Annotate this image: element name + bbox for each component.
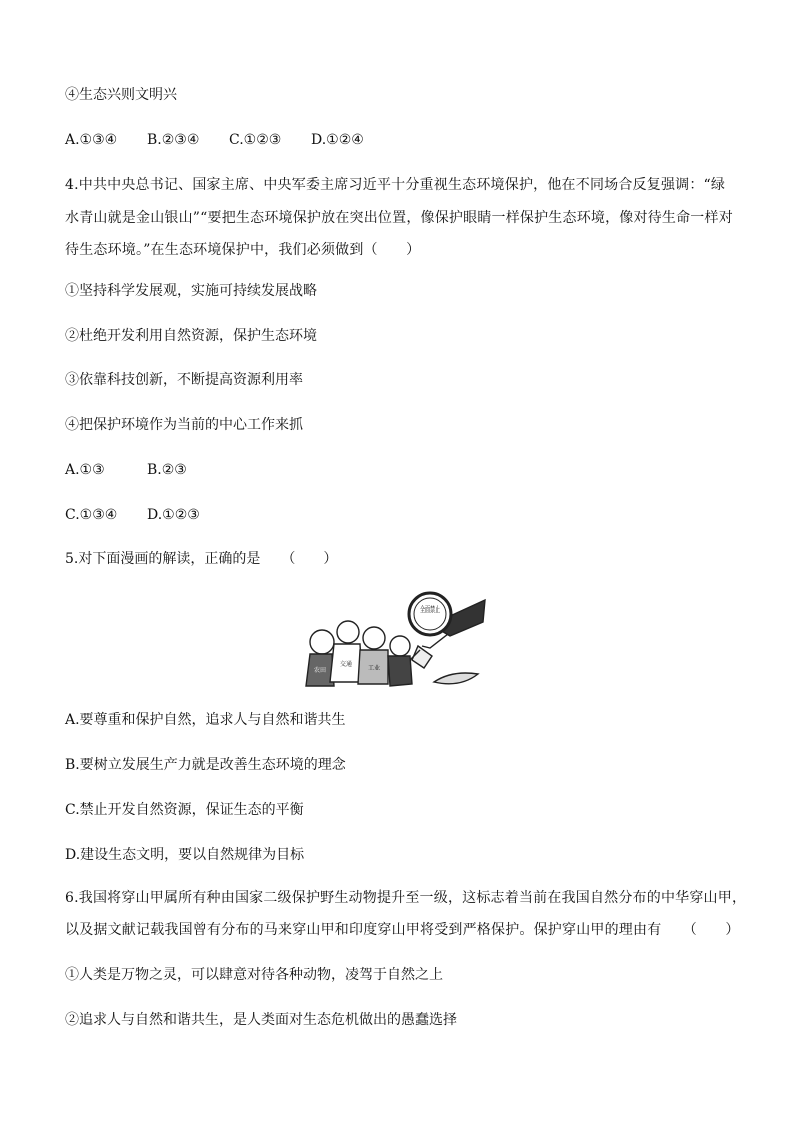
q4-item-2: ②杜绝开发利用自然资源，保护生态环境 [65, 328, 317, 344]
q3-item-4: ④生态兴则文明兴 [65, 87, 177, 103]
q3-option-a: A.①③④ [65, 132, 118, 148]
q4-options-row-2 [65, 505, 200, 525]
q4-option-c: C.①③④ [65, 507, 118, 523]
q4-stem-line-3: 待生态环境。”在生态环境保护中，我们必须做到（ ） [65, 242, 421, 258]
person-4-head [390, 636, 410, 656]
sign-text-top: 全面禁止 [420, 605, 452, 614]
sign-ring-icon [409, 593, 451, 635]
label-farmland: 农田 [313, 667, 327, 674]
label-traffic: 交通 [339, 661, 353, 668]
q3-option-c: C.①②③ [229, 132, 282, 148]
q4-item-1: ①坚持科学发展观，实施可持续发展战略 [65, 283, 317, 299]
q6-item-1: ①人类是万物之灵，可以肆意对待各种动物，凌驾于自然之上 [65, 967, 443, 983]
q4-options-row-1 [65, 460, 187, 480]
q5-option-d: D.建设生态文明，要以自然规律为目标 [65, 847, 305, 863]
q4-option-a: A.①③ [65, 462, 105, 478]
person-4-body [388, 656, 412, 686]
q5-cartoon [300, 586, 496, 694]
q4-option-b: B.②③ [147, 462, 187, 478]
q6-stem-line-1: 6.我国将穿山甲属所有种由国家二级保护野生动物提升至一级，这标志着当前在我国自然分布的中华穿山甲， [65, 890, 747, 906]
q5-option-b: B.要树立发展生产力就是改善生态环境的理念 [65, 757, 346, 773]
person-2-head [337, 621, 359, 643]
cartoon-illustration [300, 586, 496, 694]
q6-stem-line-2: 以及据文献记载我国曾有分布的马来穿山甲和印度穿山甲将受到严格保护。保护穿山甲的理由有 （ ） [65, 922, 740, 938]
q4-option-d: D.①②③ [147, 507, 200, 523]
q6-item-2: ②追求人与自然和谐共生，是人类面对生态危机做出的愚蠢选择 [65, 1012, 457, 1028]
person-1-head [310, 630, 334, 654]
q4-item-3: ③依靠科技创新，不断提高资源利用率 [65, 372, 303, 388]
q4-stem-line-2: 水青山就是金山银山”“要把生态环境保护放在突出位置，像保护眼睛一样保护生态环境，像对待生命一样对 [65, 210, 733, 226]
q3-option-d: D.①②④ [311, 132, 364, 148]
fish-icon [434, 673, 478, 684]
net-icon [412, 646, 432, 668]
q4-stem-line-1: 4.中共中央总书记、国家主席、中央军委主席习近平十分重视生态环境保护，他在不同场合反复强调：“绿 [65, 177, 726, 193]
q5-stem: 5.对下面漫画的解读，正确的是 （ ） [65, 551, 338, 567]
q4-item-4: ④把保护环境作为当前的中心工作来抓 [65, 417, 303, 433]
person-3-head [363, 627, 385, 649]
q3-option-b: B.②③④ [147, 132, 200, 148]
q3-options [65, 130, 364, 150]
q5-option-c: C.禁止开发自然资源，保证生态的平衡 [65, 802, 304, 818]
q5-option-a: A.要尊重和保护自然，追求人与自然和谐共生 [65, 712, 346, 728]
label-industry: 工业 [367, 665, 381, 672]
